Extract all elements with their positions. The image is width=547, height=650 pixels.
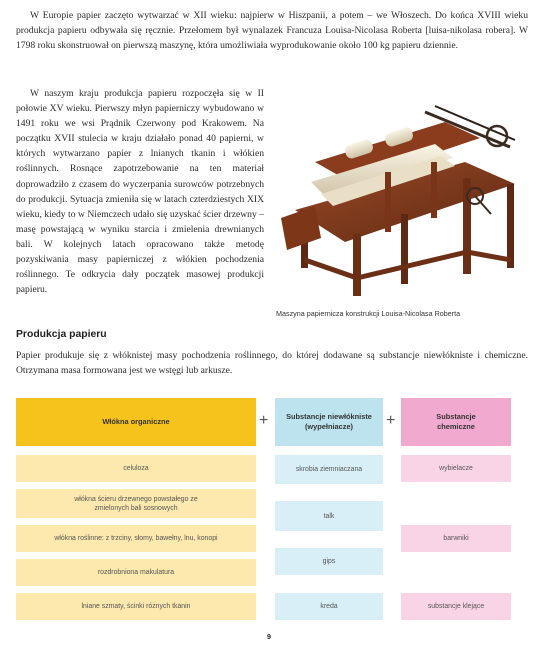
header-fibers: [16, 398, 256, 446]
header-fillers: [275, 398, 383, 446]
plus-sign: +: [386, 412, 396, 429]
chemical-cell: [401, 525, 511, 552]
fiber-label: lniane szmaty, ścinki różnych tkanin: [81, 603, 191, 610]
header-fillers-label: Substancje niewłókniste (wypełniacze): [286, 412, 372, 431]
section-title: Produkcja papieru: [16, 329, 107, 340]
chemical-label: substancje klejące: [427, 603, 485, 610]
intro-paragraph: W Europie papier zaczęto wytwarzać w XII wieku: najpierw w Hiszpanii, a potem – we Włoszech. Do końca XVIII wieku produkcja papieru odbywała się ręcznie. Przełomem był wynalazek Francuza Louisa-Nicolasa Roberta [luisa-nikolasa robera]. W 1798 roku skonstruował on pierwszą maszynę, która umożliwiała wyprodukowanie około 100 kg papieru dziennie.: [16, 10, 528, 52]
filler-cell: [275, 501, 383, 531]
filler-cell: [275, 593, 383, 620]
header-chemicals-label: Substancje chemiczne: [436, 412, 476, 431]
filler-label: talk: [323, 512, 335, 520]
header-chemicals: [401, 398, 511, 446]
page-number: 9: [267, 634, 271, 641]
paper-machine-illustration: [275, 92, 521, 302]
fiber-cell: [16, 593, 256, 620]
history-paragraph: W naszym kraju produkcja papieru rozpoczęła się w II połowie XV wieku. Pierwszy młyn papierniczy wybudowano w 1491 roku we wsi Prądnik Czerwony pod Krakowem. Na początku XVII stulecia w kraju działało ponad 40 papierni, w których wytwarzano papier z lnianych tkanin i włókien roślinnych. Rosnące zapotrzebowanie na ten materiał doprowadziło z czasem do wyczerpania surowców potrzebnych do produkcji. Sytuacja zmieniła się w latach czterdziestych XIX wieku, kiedy to w Niemczech udało się uzyskać ścier drzewny – masę powstającą w wyniku starcia i zmielenia drewnianych bali. W kolejnych latach opracowano także metodę pozyskiwania masy papierniczej z włókien pochodzenia roślinnego. Te odkrycia dały początek masowej produkcji papieru.: [16, 88, 264, 296]
filler-cell: [275, 548, 383, 575]
fiber-label: włókna roślinne: z trzciny, słomy, bawełny, lnu, konopi: [54, 535, 218, 542]
fiber-label: włókna ścieru drzewnego powstałego ze zmielonych bali sosnowych: [74, 495, 198, 512]
paper-machine-image: [275, 92, 521, 302]
filler-label: kreda: [320, 603, 338, 610]
filler-label: gips: [322, 558, 336, 565]
chemical-cell: [401, 593, 511, 620]
fiber-cell: [16, 455, 256, 482]
header-fibers-label: Włókna organiczne: [102, 417, 170, 426]
chemical-cell: [401, 455, 511, 482]
chemical-label: wybielacze: [439, 465, 473, 472]
production-paragraph: Papier produkuje się z włóknistej masy pochodzenia roślinnego, do której dodawane są substancje niewłókniste i chemiczne. Otrzymana masa formowana jest we wstęgi lub arkusze.: [16, 350, 528, 377]
filler-cell: [275, 455, 383, 484]
filler-label: skrobia ziemniaczana: [295, 466, 363, 473]
chemical-label: barwniki: [443, 535, 469, 542]
fiber-cell: [16, 525, 256, 552]
fiber-label: rozdrobniona makulatura: [97, 569, 175, 576]
fiber-label: celuloza: [123, 465, 149, 472]
plus-sign: +: [259, 412, 269, 429]
fiber-cell: [16, 559, 256, 586]
fiber-cell: [16, 489, 256, 518]
figure-caption: Maszyna papiernicza konstrukcji Louisa-Nicolasa Roberta: [276, 309, 461, 318]
